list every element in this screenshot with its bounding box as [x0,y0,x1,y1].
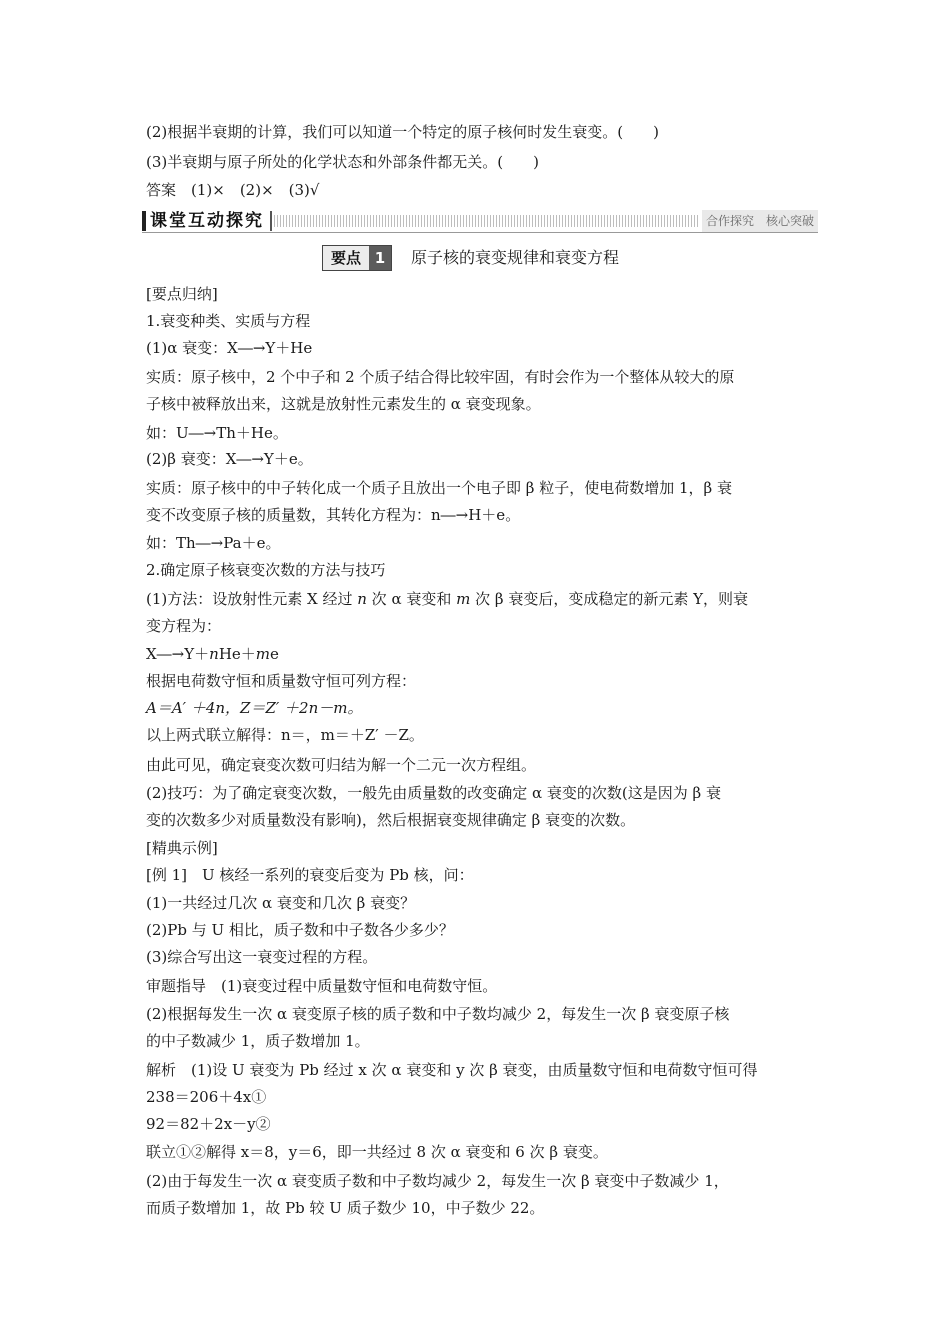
paragraph-line: 联立①②解得 x＝8，y＝6，即一共经过 8 次 α 衰变和 6 次 β 衰变。 [146,1143,608,1161]
section-subtitle: 合作探究 核心突破 [702,210,818,232]
banner-hatch [274,215,698,227]
beta-decay-eq: (2)β 衰变：X―→Y＋e。 [146,450,313,468]
section-title: 课堂互动探究 [150,210,268,232]
paragraph-line: 变不改变原子核的质量数，其转化方程为：n―→H＋e。 [146,506,521,524]
paragraph-line: (2)根据每发生一次 α 衰变原子核的质子数和中子数均减少 2，每发生一次 β 衰变原子核 [146,1005,730,1023]
key-point-label: 要点 [323,246,369,270]
guide-line: 审题指导 (1)衰变过程中质量数守恒和电荷数守恒。 [146,977,498,995]
example-1-q1: (1)一共经过几次 α 衰变和几次 β 衰变？ [146,894,416,912]
heading-summary: [要点归纳] [146,285,218,303]
text-run: He＋ [218,645,256,663]
key-point-number: 1 [369,246,391,270]
subheading-decay-types: 1.衰变种类、实质与方程 [146,312,311,330]
question-2: (2)根据半衰期的计算，我们可以知道一个特定的原子核何时发生衰变。( ) [146,123,659,141]
example-line: 如：U―→Th＋He。 [146,424,288,442]
question-3: (3)半衰期与原子所处的化学状态和外部条件都无关。( ) [146,153,539,171]
paragraph-line: 实质：原子核中的中子转化成一个质子且放出一个电子即 β 粒子，使电荷数增加 1，β 衰 [146,479,732,497]
example-1-stem: [例 1] U 核经一系列的衰变后变为 Pb 核，问： [146,866,474,884]
paragraph-line: (2)技巧：为了确定衰变次数，一般先由质量数的改变确定 α 衰变的次数(这是因为 β 衰 [146,784,721,802]
paragraph-line: 的中子数减少 1，质子数增加 1。 [146,1032,370,1050]
paragraph-line: 由此可见，确定衰变次数可归结为解一个二元一次方程组。 [146,756,537,774]
method-line [146,586,816,612]
text-run: e [270,645,279,663]
equation-2: 92＝82＋2x－y② [146,1115,271,1133]
conservation-eq: A＝A′ ＋4n，Z＝Z′ ＋2n－m。 [146,699,363,717]
subheading-methods: 2.确定原子核衰变次数的方法与技巧 [146,561,386,579]
alpha-decay-eq: (1)α 衰变：X―→Y＋He [146,339,313,357]
paragraph-line: (2)由于每发生一次 α 衰变质子数和中子数均减少 2，每发生一次 β 衰变中子数减少 1， [146,1172,729,1190]
equation-1: 238＝206＋4x① [146,1088,267,1106]
banner-left-bar [142,211,146,231]
paragraph-line: 实质：原子核中，2 个中子和 2 个质子结合得比较牢固，有时会作为一个整体从较大的原 [146,368,735,386]
example-line: 如：Th―→Pa＋e。 [146,534,281,552]
banner-divider [270,211,272,231]
var-n: n [209,645,219,663]
var-m: m [255,645,271,663]
text-run: (1)方法：设放射性元素 X 经过 [146,590,358,608]
var-m: m [456,590,471,608]
paragraph-line: 子核中被释放出来，这就是放射性元素发生的 α 衰变现象。 [146,395,541,413]
text-run: 次 α 衰变和 [366,590,457,608]
general-decay-eq [146,641,816,667]
paragraph-line: 变的次数多少对质量数没有影响)，然后根据衰变规律确定 β 衰变的次数。 [146,811,636,829]
var-n: n [357,590,367,608]
example-1-q3: (3)综合写出这一衰变过程的方程。 [146,948,378,966]
text-run: 次 β 衰变后，变成稳定的新元素 Y，则衰 [470,590,748,608]
paragraph-line: 变方程为： [146,617,222,635]
paragraph-line: 根据电荷数守恒和质量数守恒可列方程： [146,672,417,690]
heading-examples: [精典示例] [146,839,218,857]
key-point-title: 原子核的衰变规律和衰变方程 [411,248,620,267]
answer-line: 答案 (1)× (2)× (3)√ [146,181,320,199]
section-banner [142,210,818,233]
key-point-badge [322,245,392,271]
text-run: X―→Y＋ [146,645,210,663]
example-1-q2: (2)Pb 与 U 相比，质子数和中子数各少多少？ [146,921,454,939]
solution-eq: 以上两式联立解得：n＝，m＝＋Z′ －Z。 [146,726,424,744]
paragraph-line: 而质子数增加 1，故 Pb 较 U 质子数少 10，中子数少 22。 [146,1199,545,1217]
analysis-line: 解析 (1)设 U 衰变为 Pb 经过 x 次 α 衰变和 y 次 β 衰变，由质量数守恒和电荷数守恒可得 [146,1061,758,1079]
